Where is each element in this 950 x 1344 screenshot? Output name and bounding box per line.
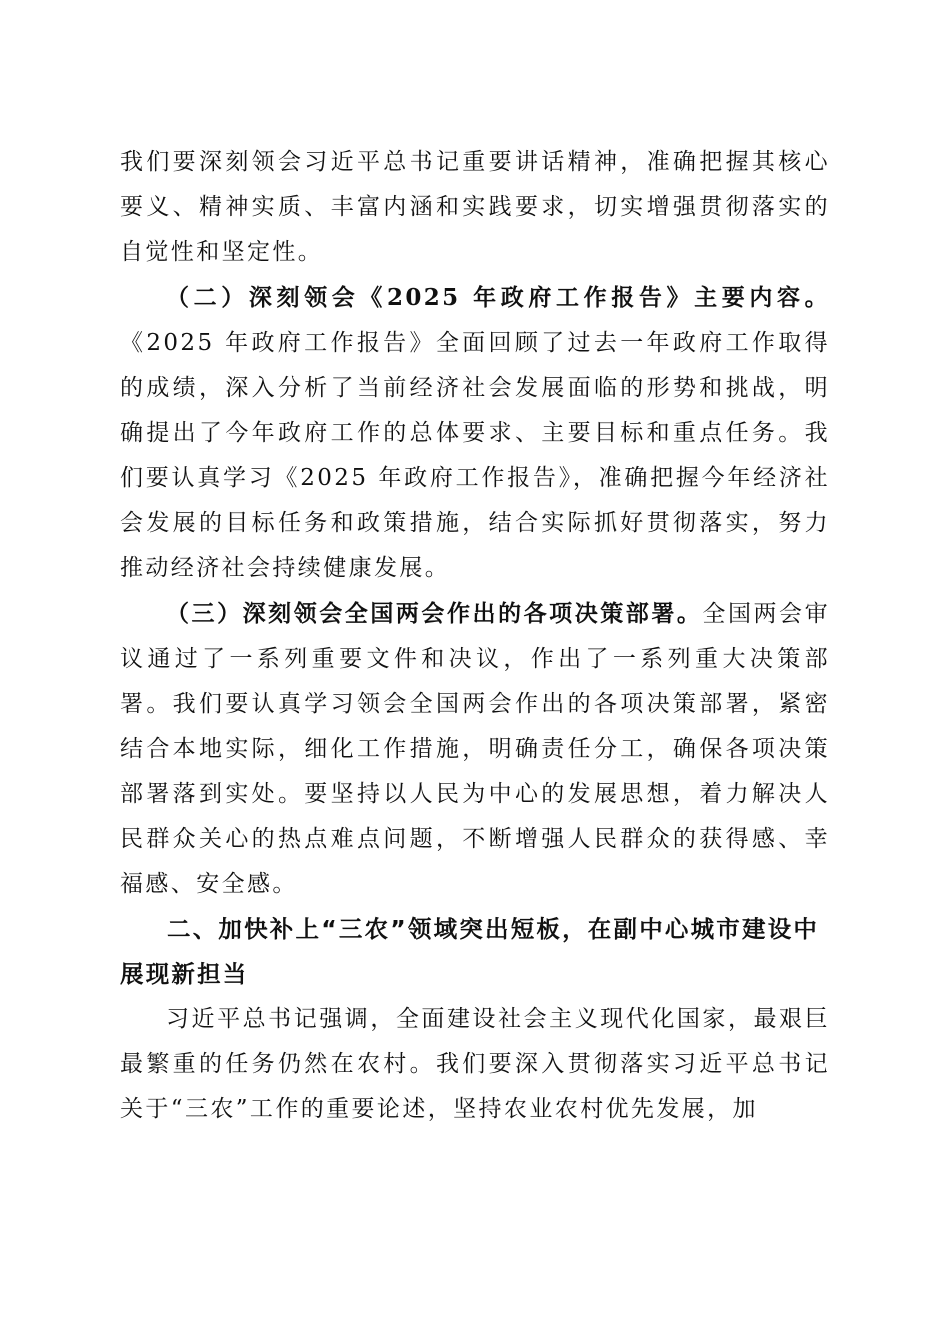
chapter-heading-two: 二、加快补上“三农”领域突出短板，在副中心城市建设中展现新担当: [120, 915, 820, 988]
section-three-text: 全国两会审议通过了一系列重要文件和决议，作出了一系列重大决策部署。我们要认真学习领会全国两会作出的各项决策部署，紧密结合本地实际，细化工作措施，明确责任分工，确保各项决策部署落到实处。要坚持以人民为中心的发展思想，着力解决人民群众关心的热点难点问题，不断增强人民群众的获得感、幸福感、安全感。: [120, 601, 830, 897]
section-two-title: （二）深刻领会《2025 年政府工作报告》主要内容。: [166, 284, 830, 311]
section-two-text: 《2025 年政府工作报告》全面回顾了过去一年政府工作取得的成绩，深入分析了当前经济社会发展面临的形势和挑战，明确提出了今年政府工作的总体要求、主要目标和重点任务。我们要认真学习《2025 年政府工作报告》，准确把握今年经济社会发展的目标任务和政策措施，结合实际抓好贯彻落实，努力推动经济社会持续健康发展。: [120, 330, 830, 581]
document-body: [120, 140, 830, 1132]
section-three-title: （三）深刻领会全国两会作出的各项决策部署。: [166, 600, 703, 627]
paragraph-section-three: [120, 591, 830, 907]
paragraph-agriculture: 习近平总书记强调，全面建设社会主义现代化国家，最艰巨最繁重的任务仍然在农村。我们要深入贯彻落实习近平总书记关于“三农”工作的重要论述，坚持农业农村优先发展，加: [120, 1006, 830, 1122]
paragraph-continuation: 我们要深刻领会习近平总书记重要讲话精神，准确把握其核心要义、精神实质、丰富内涵和实践要求，切实增强贯彻落实的自觉性和坚定性。: [120, 149, 830, 265]
paragraph-section-two: [120, 275, 830, 591]
